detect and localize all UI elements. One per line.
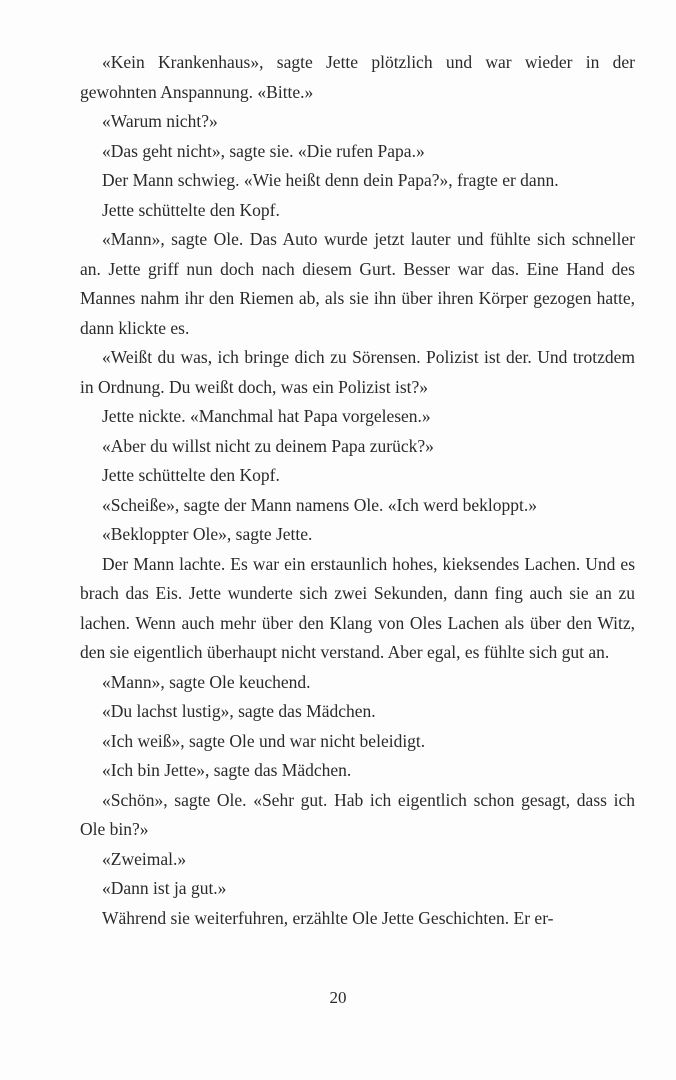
paragraph: «Dann ist ja gut.» bbox=[102, 878, 227, 898]
paragraph: «Mann», sagte Ole. Das Auto wurde jetzt lauter und fühlte sich schneller an. Jette griff nun doch nach diesem Gurt. Besser war das. Eine Hand des Mannes nahm ihr den Riemen ab, als sie ihn über ihren Körper gezogen hatte, dann klickte es. bbox=[80, 229, 635, 338]
paragraph: Während sie weiterfuhren, erzählte Ole Jette Geschichten. Er er- bbox=[102, 907, 554, 928]
paragraph: Der Mann lachte. Es war ein erstaunlich hohes, kieksendes Lachen. Und es brach das Eis. Jette wunderte sich zwei Sekunden, dann fing auch sie an zu lachen. Wenn auch mehr über den Klang von Oles Lachen als über den Witz, den sie eigentlich überhaupt nicht verstand. Aber egal, es fühlte sich gut an. bbox=[80, 553, 635, 662]
paragraph: «Bekloppter Ole», sagte Jette. bbox=[102, 524, 313, 544]
paragraph: «Schön», sagte Ole. «Sehr gut. Hab ich eigentlich schon gesagt, dass ich Ole bin?» bbox=[80, 789, 635, 839]
paragraph: Jette schüttelte den Kopf. bbox=[102, 199, 280, 220]
paragraph: «Warum nicht?» bbox=[102, 111, 218, 131]
paragraph: Jette schüttelte den Kopf. bbox=[102, 465, 280, 485]
paragraph: Der Mann schwieg. «Wie heißt denn dein Papa?», fragte er dann. bbox=[102, 170, 559, 190]
paragraph: «Du lachst lustig», sagte das Mädchen. bbox=[102, 701, 376, 721]
paragraph: «Zweimal.» bbox=[102, 848, 187, 869]
paragraph: «Ich weiß», sagte Ole und war nicht beleidigt. bbox=[102, 730, 426, 751]
paragraph: «Weißt du was, ich bringe dich zu Sörensen. Polizist ist der. Und trotzdem in Ordnung. Du weißt doch, was ein Polizist ist?» bbox=[80, 347, 635, 397]
paragraph: Jette nickte. «Manchmal hat Papa vorgelesen.» bbox=[102, 406, 431, 426]
paragraph: «Ich bin Jette», sagte das Mädchen. bbox=[102, 760, 352, 780]
page-number: 20 bbox=[329, 988, 347, 1007]
paragraph: «Aber du willst nicht zu deinem Papa zurück?» bbox=[102, 435, 434, 456]
paragraph: «Scheiße», sagte der Mann namens Ole. «Ich werd bekloppt.» bbox=[102, 494, 537, 515]
body-text bbox=[80, 48, 635, 933]
paragraph: «Mann», sagte Ole keuchend. bbox=[102, 671, 311, 692]
paragraph: «Das geht nicht», sagte sie. «Die rufen Papa.» bbox=[102, 140, 425, 161]
paragraph: «Kein Krankenhaus», sagte Jette plötzlich und war wieder in der gewohnten Anspannung. «Bitte.» bbox=[80, 52, 635, 102]
